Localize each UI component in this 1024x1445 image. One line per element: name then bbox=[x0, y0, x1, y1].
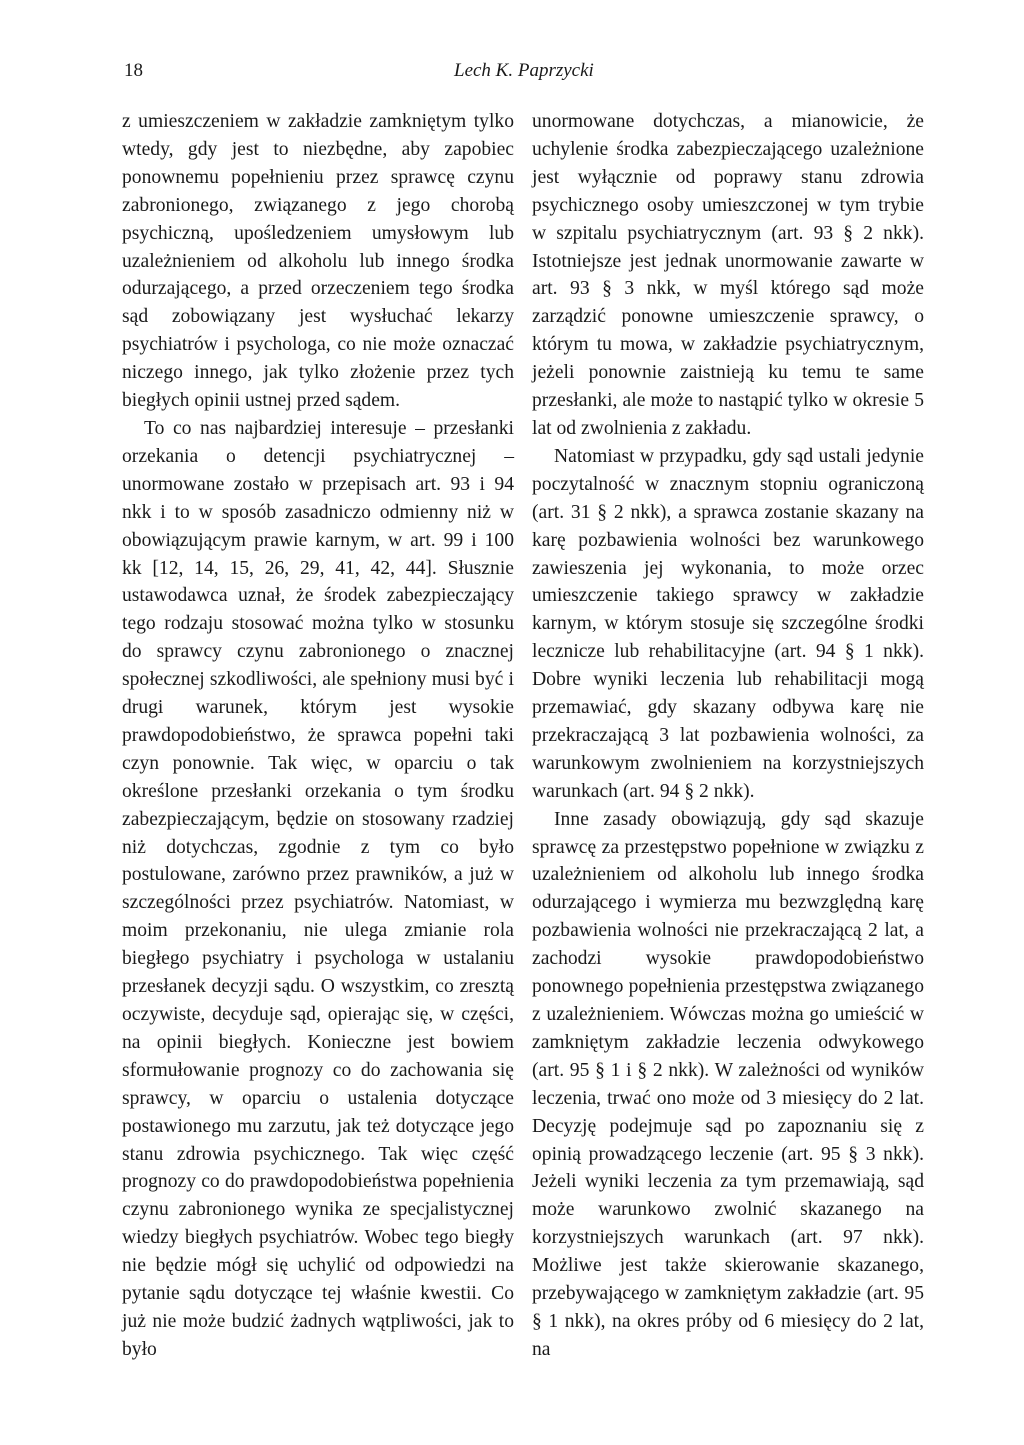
left-column bbox=[122, 108, 514, 1364]
running-title: Lech K. Paprzycki bbox=[454, 60, 594, 81]
paragraph: To co nas najbardziej interesuje – przesłanki orzekania o detencji psychiatrycznej – unormowane zostało w przepisach art. 93 i 94 nkk i to w sposób zasadniczo odmienny niż w obowiązującym prawie karnym, w art. 99 i 100 kk [12, 14, 15, 26, 29, 41, 42, 44]. Słusznie ustawodawca uznał, że środek zabezpieczający tego rodzaju stosować można tylko w stosunku do sprawcy czynu zabronionego o znacznej społecznej szkodliwości, ale spełniony musi być i drugi warunek, którym jest wysokie prawdopodobieństwo, że sprawca popełni taki czyn ponownie. Tak więc, w oparciu o tak określone przesłanki orzekania o tym środku zabezpieczającym, będzie on stosowany rzadziej niż dotychczas, zgodnie z tym co było postulowane, zarówno przez prawników, a już w szczególności przez psychiatrów. Natomiast, w moim przekonaniu, nie ulega zmianie rola biegłego psychiatry i psychologa w ustalaniu przesłanek decyzji sądu. O wszystkim, co zresztą oczywiste, decyduje sąd, opierając się, w części, na opinii biegłych. Konieczne jest bowiem sformułowanie prognozy co do zachowania się sprawcy, w oparciu o ustalenia dotyczące postawionego mu zarzutu, jak też dotyczące jego stanu zdrowia psychicznego. Tak więc część prognozy co do prawdopodobieństwa popełnienia czynu zabronionego wynika ze specjalistycznej wiedzy biegłych psychiatrów. Wobec tego biegły nie będzie mógł się uchylić od odpowiedzi na pytanie sądu dotyczące tej właśnie kwestii. Co już nie może budzić żadnych wątpliwości, jak to było bbox=[122, 417, 514, 1360]
page-number: 18 bbox=[124, 60, 143, 81]
paragraph: Natomiast w przypadku, gdy sąd ustali jedynie poczytalność w znacznym stopniu ograniczoną (art. 31 § 2 nkk), a sprawca zostanie skazany na karę pozbawienia wolności bez warunkowego zawieszenia jej wykonania, to może orzec umieszczenie takiego sprawcy w zakładzie karnym, w którym stosuje się szczególne środki lecznicze lub rehabilitacyjne (art. 94 § 1 nkk). Dobre wyniki leczenia lub rehabilitacji mogą przemawiać, gdy skazany odbywa karę nie przekraczającą 3 lat pozbawienia wolności, za warunkowym zwolnieniem na korzystniejszych warunkach (art. 94 § 2 nkk). bbox=[532, 445, 924, 802]
paragraph: Inne zasady obowiązują, gdy sąd skazuje sprawcę za przestępstwo popełnione w związku z uzależnieniem od alkoholu lub innego środka odurzającego i wymierza mu bezwzględną karę pozbawienia wolności nie przekraczającą 2 lat, a zachodzi wysokie prawdopodobieństwo ponownego popełnienia przestępstwa związanego z uzależnieniem. Wówczas można go umieścić w zamkniętym zakładzie leczenia odwykowego (art. 95 § 1 i § 2 nkk). W zależności od wyników leczenia, trwać ono może od 3 miesięcy do 2 lat. Decyzję podejmuje sąd po zapoznaniu się z opinią prowadzącego leczenie (art. 95 § 3 nkk). Jeżeli wyniki leczenia za tym przemawiają, sąd może warunkowo zwolnić skazanego na korzystniejszych warunkach (art. 97 nkk). Możliwe jest także skierowanie skazanego, przebywającego w zamkniętym zakładzie (art. 95 § 1 nkk), na okres próby od 6 miesięcy do 2 lat, na bbox=[532, 808, 924, 1360]
paragraph: unormowane dotychczas, a mianowicie, że uchylenie środka zabezpieczającego uzależnione jest wyłącznie od poprawy stanu zdrowia psychicznego osoby umieszczonej w tym trybie w szpitalu psychiatrycznym (art. 93 § 2 nkk). Istotniejsze jest jednak unormowanie zawarte w art. 93 § 3 nkk, w myśl którego sąd może zarządzić ponowne umieszczenie sprawcy, o którym tu mowa, w zakładzie psychiatrycznym, jeżeli ponownie zaistnieją ku temu te same przesłanki, ale może to nastąpić tylko w okresie 5 lat od zwolnienia z zakładu. bbox=[532, 111, 924, 439]
running-head bbox=[124, 60, 924, 88]
right-column bbox=[532, 108, 924, 1364]
paragraph: z umieszczeniem w zakładzie zamkniętym tylko wtedy, gdy jest to niezbędne, aby zapobiec ponownemu popełnieniu przez sprawcę czynu zabronionego, związanego z jego chorobą psychiczną, upośledzeniem umysłowym lub uzależnieniem od alkoholu lub innego środka odurzającego, a przed orzeczeniem tego środka sąd zobowiązany jest wysłuchać lekarzy psychiatrów i psychologa, co nie może oznaczać niczego innego, jak tylko złożenie przez tych biegłych opinii ustnej przed sądem. bbox=[122, 111, 514, 412]
